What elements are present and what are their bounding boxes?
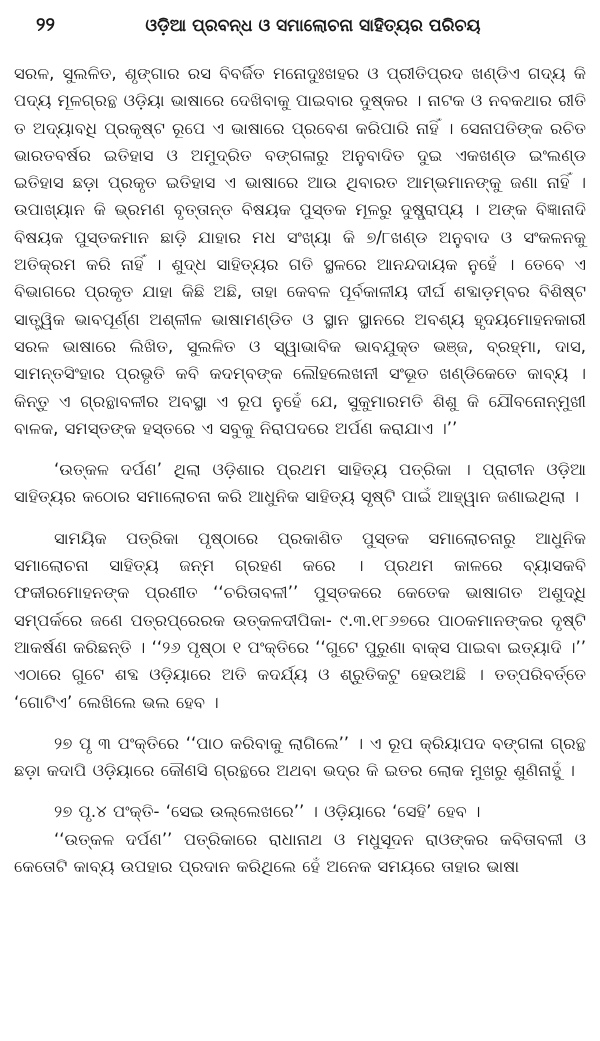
paragraph-periodical-criticism: ସାମୟିକ ପତ୍ରିକା ପୃଷ୍ଠାରେ ପ୍ରକାଶିତ ପୁସ୍ତକ ସମାଲୋଚନାରୁ ଆଧୁନିକ ସମାଲୋଚନା ସାହିତ୍ୟ ଜନ୍ମ ଗ୍ରହଣ କରେ । ପ୍ରଥମ କାଳରେ ବ୍ୟାସକବି ଫକୀରମୋହନଙ୍କ ପ୍ରଣୀତ ‘‘ଚରିତାବଳୀ’’ ପୁସ୍ତକରେ କେତେକ ଭାଷାଗତ ଅଶୁଦ୍ଧି ସମ୍ପର୍କରେ ଜଣେ ପତ୍ରପ୍ରେରକ ଉତ୍କଳଦୀପିକା- ୯.୩.୧୮୬୭ରେ ପାଠକମାନଙ୍କର ଦୃଷ୍ଟି ଆକର୍ଷଣ କରିଛନ୍ତି । ‘‘୨୬ ପୃଷ୍ଠା ୧ ପଂକ୍ତିରେ ‘‘ଗୁଟେ ପୁରୁଣା ବାକ୍ସ ପାଇବା ଇତ୍ୟାଦି ।’’ ଏଠାରେ ଗୁଟେ ଶବ୍ଦ ଓଡ଼ିୟାରେ ଅତି କଦର୍ଯ୍ୟ ଓ ଶ୍ରୁତିକଟୁ ହେଉଅଛି । ତତ୍‌ପରିବର୍ତ୍ତେ ‘ଗୋଟିଏ’ ଲେଖିଲେ ଭଲ ହେବ । <box>14 528 586 712</box>
page-number: ୨୨ <box>36 14 55 36</box>
paragraph-page-27-line-3: ୨୭ ପୃ ୩ ପଂକ୍ତିରେ ‘‘ପାଠ କରିବାକୁ ଲାଗିଲେ’’ । ଏ ରୂପ କ୍ରିୟାପଦ ବଙ୍ଗଳା ଗ୍ରନ୍ଥ ଛଡ଼ା କଦାପି ଓଡ଼ିୟାରେ କୌଣସି ଗ୍ରନ୍ଥରେ ଅଥବା ଭଦ୍ର କି ଇତର ଲୋକ ମୁଖରୁ ଶୁଣିନାହୁଁ । <box>14 733 586 781</box>
paragraph-quote-continuation: ସରଳ, ସୁଲଳିତ, ଶୃଙ୍ଗାର ରସ ବିବର୍ଜିତ ମନୋଦୁଃଖହର ଓ ପ୍ରୀତିପ୍ରଦ ଖଣ୍ଡିଏ ଗଦ୍ୟ କି ପଦ୍ୟ ମୂଳଗ୍ରନ୍ଥ ଓଡ଼ିୟା ଭାଷାରେ ଦେଖିବାକୁ ପାଇବାର ଦୁଷ୍କର । ନାଟକ ଓ ନବକଥାର ରୀତି ତ ଅଦ୍ୟାବଧି ପ୍ରକୃଷ୍ଟ ରୂପେ ଏ ଭାଷାରେ ପ୍ରବେଶ କରିପାରି ନାହିଁ । ସେନାପତିଙ୍କ ରଚିତ ଭାରତବର୍ଷର ଇତିହାସ ଓ ଅମୁଦ୍ରିତ ବଙ୍ଗଳାରୁ ଅନୁବାଦିତ ଦୁଇ ଏକଖଣ୍ଡ ଇଂଲଣ୍ଡ ଇତିହାସ ଛଡ଼ା ପ୍ରକୃତ ଇତିହାସ ଏ ଭାଷାରେ ଆଉ ଥିବାରତ ଆମ୍ଭମାନଙ୍କୁ ଜଣା ନାହିଁ । ଉପାଖ୍ୟାନ କି ଭ୍ରମଣ ବୃତ୍ତାନ୍ତ ବିଷୟକ ପୁସ୍ତକ ମୂଳରୁ ଦୁଷ୍ପ୍ରାପ୍ୟ । ଅଙ୍କ ବିଜ୍ଞାନାଦି ବିଷୟକ ପୁସ୍ତକମାନ ଛାଡ଼ି ଯାହାର ମଧ ସଂଖ୍ୟା କି ୭/୮ଖଣ୍ଡ ଅନୁବାଦ ଓ ସଂକଳନକୁ ଅତିକ୍ରମ କରି ନାହିଁ । ଶୁଦ୍ଧ ସାହିତ୍ୟର ଗତି ସ୍ଥଳରେ ଆନନ୍ଦଦାୟକ ନୁହେଁ । ତେବେ ଏ ବିଭାଗରେ ପ୍ରକୃତ ଯାହା କିଛି ଅଛି, ତାହା କେବଳ ପୂର୍ବକାଳୀୟ ଦୀର୍ଘ ଶବ୍ଦାଡ଼ମ୍ବର ବିଶିଷ୍ଟ ସାତ୍ତ୍ୱିକ ଭାବପୂର୍ଣ୍ଣ ଅଶ୍ଳୀଳ ଭାଷାମଣ୍ଡିତ ଓ ସ୍ଥାନ ସ୍ଥାନରେ ଅବଶ୍ୟ ହୃଦୟମୋହନକାରୀ ସରଳ ଭାଷାରେ ଲିଖିତ, ସୁଲଳିତ ଓ ସ୍ୱାଭାବିକ ଭାବଯୁକ୍ତ ଭଞ୍ଜ, ବ୍ରହ୍ମା, ଦାସ, ସାମନ୍ତସିଂହାର ପ୍ରଭୃତି କବି କଦମ୍ବଙ୍କ ଲୌହଲେଖନୀ ସଂଭୂତ ଖଣ୍ଡିକେତେ କାବ୍ୟ । କିନ୍ତୁ ଏ ଗ୍ରନ୍ଥାବଳୀର ଅବସ୍ଥା ଏ ରୂପ ନୁହେଁ ଯେ, ସୁକୁମାରମତି ଶିଶୁ କି ଯୌବନୋନ୍ମୁଖୀ ବାଳକ, ସମସ୍ତଙ୍କ ହସ୍ତରେ ଏ ସବୁକୁ ନିରାପଦରେ ଅର୍ପଣ କରାଯାଏ ।’’ <box>14 64 586 438</box>
running-header <box>14 14 586 44</box>
paragraph-page-27-line-4: ୨୭ ପୃ.୪ ପଂକ୍ତି- ‘ସେଇ ଉଲ୍ଲେଖରେ’’ । ଓଡ଼ିୟାରେ ‘ସେହି’ ହେବ । <box>54 802 481 822</box>
paragraph-utkal-darpan: ‘ଉତ୍କଳ ଦର୍ପଣ’ ଥିଲା ଓଡ଼ିଶାର ପ୍ରଥମ ସାହିତ୍ୟ ପତ୍ରିକା । ପ୍ରାଚୀନ ଓଡ଼ିଆ ସାହିତ୍ୟର କଠୋର ସମାଲୋଚନା କରି ଆଧୁନିକ ସାହିତ୍ୟ ସୃଷ୍ଟି ପାଇଁ ଆହ୍ୱାନ ଜଣାଇଥିଲା । <box>14 460 586 507</box>
paragraph-utkal-darpan-poems: ‘‘ଉତ୍କଳ ଦର୍ପଣ’’ ପତ୍ରିକାରେ ରାଧାନାଥ ଓ ମଧୁସୂଦନ ରାଓଙ୍କର କବିତାବଳୀ ଓ କେତୋଟି କାବ୍ୟ ଉପହାର ପ୍ରଦାନ କରିଥିଲେ ହେଁ ଅନେକ ସମୟରେ ତାହାର ଭାଷା <box>14 829 586 877</box>
running-title: ଓଡ଼ିଆ ପ୍ରବନ୍ଧ ଓ ସମାଲୋଚନା ସାହିତ୍ୟର ପରିଚୟ <box>145 16 481 36</box>
